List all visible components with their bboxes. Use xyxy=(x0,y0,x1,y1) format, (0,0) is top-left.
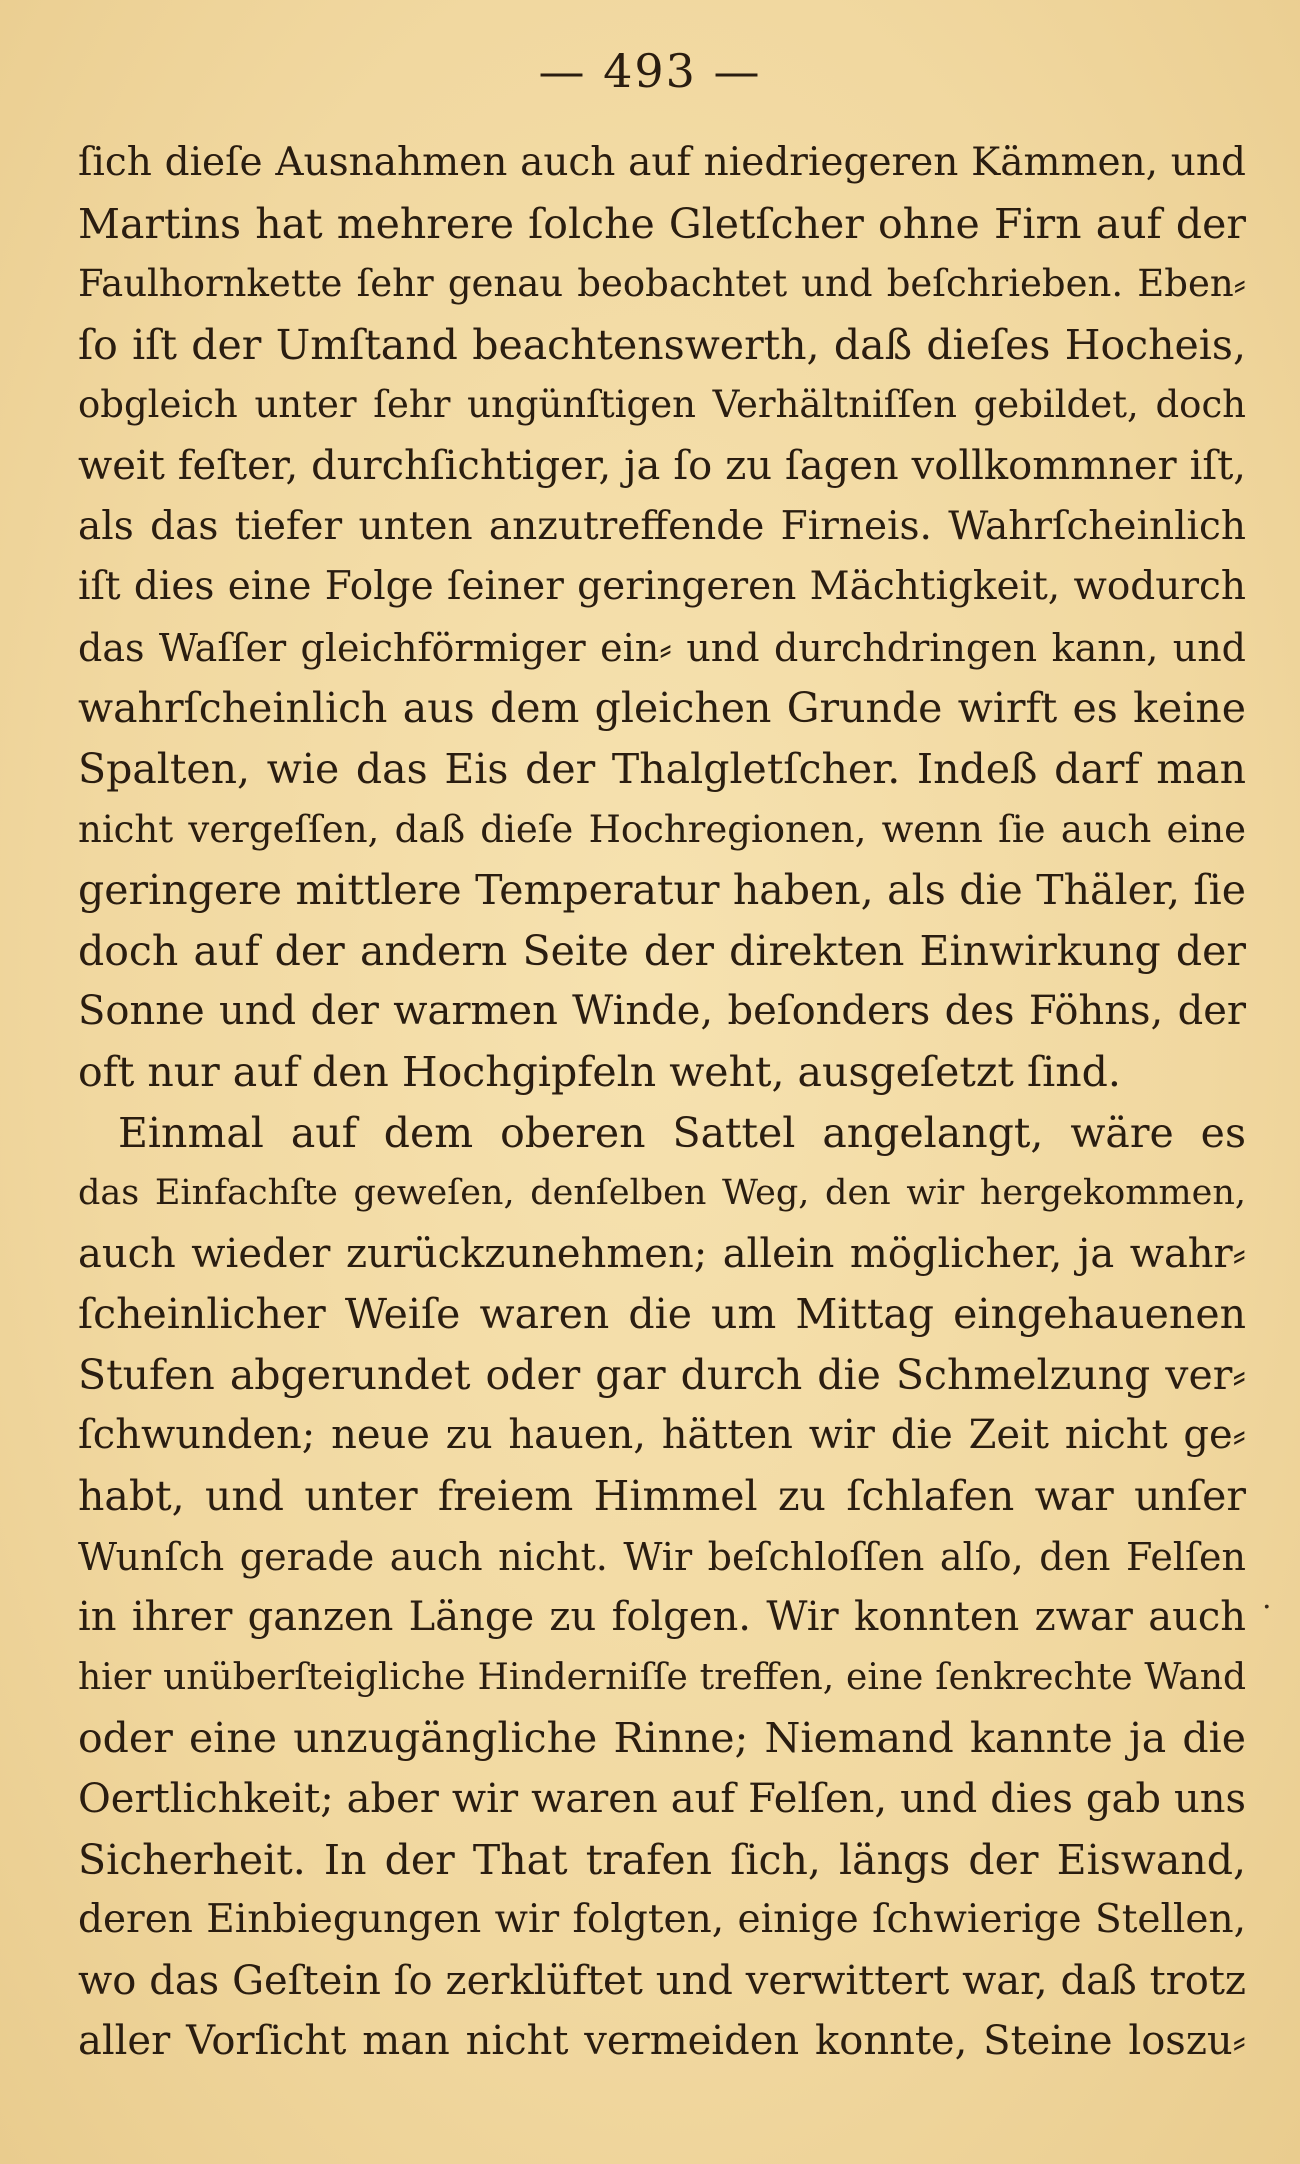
text-line: Martins hat mehrere ſolche Gletſcher ohne Firn auf der xyxy=(78,199,1246,248)
text-line: Einmal auf dem oberen Sattel angelangt, wäre es xyxy=(118,1108,1246,1157)
text-line: obgleich unter ſehr ungünſtigen Verhältniſſen gebildet, doch xyxy=(78,383,1246,427)
text-line: das Waſſer gleichförmiger ein⸗ und durchdringen kann, und xyxy=(78,625,1246,670)
text-line: oder eine unzugängliche Rinne; Niemand kannte ja die xyxy=(78,1714,1246,1763)
text-line: weit feſter, durchſichtiger, ja ſo zu ſagen vollkommner iſt, xyxy=(78,442,1246,489)
text-line: in ihrer ganzen Länge zu folgen. Wir konnten zwar auch xyxy=(78,1594,1246,1641)
margin-dot: . xyxy=(1262,1581,1272,1616)
text-line: nicht vergeſſen, daß dieſe Hochregionen, wenn ſie auch eine xyxy=(78,807,1246,851)
text-line: Oertlichkeit; aber wir waren auf Felſen, und dies gab uns xyxy=(78,1776,1246,1823)
text-line: habt, und unter freiem Himmel zu ſchlafen war unſer xyxy=(78,1472,1246,1521)
text-line: aller Vorſicht man nicht vermeiden konnte, Steine loszu⸗ xyxy=(78,2018,1246,2065)
text-line: oft nur auf den Hochgipfeln weht, ausgeſetzt ſind. xyxy=(78,1047,1121,1096)
text-line: doch auf der andern Seite der direkten Einwirkung der xyxy=(78,926,1246,975)
text-line: Spalten, wie das Eis der Thalgletſcher. Indeß darf man xyxy=(78,744,1246,793)
text-line: geringere mittlere Temperatur haben, als die Thäler, ſie xyxy=(78,866,1246,915)
text-line: ſchwunden; neue zu hauen, hätten wir die Zeit nicht ge⸗ xyxy=(78,1412,1246,1459)
text-line: wo das Geſtein ſo zerklüftet und verwittert war, daß trotz xyxy=(78,1957,1246,2004)
text-line: wahrſcheinlich aus dem gleichen Grunde wirft es keine xyxy=(78,684,1246,733)
text-line: hier unüberſteigliche Hinderniſſe treffen, eine ſenkrechte Wand xyxy=(78,1656,1246,1698)
text-line: Sonne und der warmen Winde, beſonders des Föhns, der xyxy=(78,988,1246,1035)
text-line: Wunſch gerade auch nicht. Wir beſchloſſen alſo, den Felſen xyxy=(78,1534,1246,1579)
text-line: Sicherheit. In der That trafen ſich, längs der Eiswand, xyxy=(78,1835,1246,1884)
text-line: Faulhornkette ſehr genau beobachtet und beſchrieben. Eben⸗ xyxy=(78,262,1246,306)
text-line: ſo iſt der Umſtand beachtenswerth, daß dieſes Hocheis, xyxy=(78,320,1246,369)
text-line: das Einfachſte geweſen, denſelben Weg, den wir hergekommen, xyxy=(78,1173,1246,1214)
text-line: als das tiefer unten anzutreffende Firneis. Wahrſcheinlich xyxy=(78,503,1246,549)
text-line: iſt dies eine Folge ſeiner geringeren Mächtigkeit, wodurch xyxy=(78,564,1246,610)
body-text xyxy=(78,133,1246,2072)
text-line: Stufen abgerundet oder gar durch die Schmelzung ver⸗ xyxy=(78,1350,1246,1399)
text-line: ſich dieſe Ausnahmen auch auf niedriegeren Kämmen, und xyxy=(78,140,1246,185)
text-line: ſcheinlicher Weiſe waren die um Mittag eingehauenen xyxy=(78,1290,1246,1339)
page-number: — 493 — xyxy=(538,44,762,98)
text-line: auch wieder zurückzunehmen; allein möglicher, ja wahr⸗ xyxy=(78,1230,1246,1277)
text-line: deren Einbiegungen wir folgten, einige ſchwierige Stellen, xyxy=(78,1897,1246,1943)
